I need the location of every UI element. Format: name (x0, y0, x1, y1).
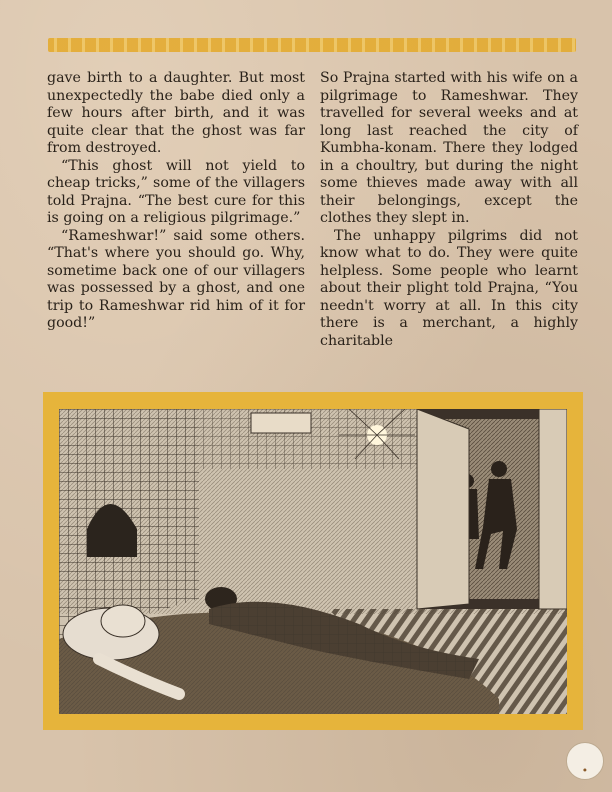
illustration-frame (43, 392, 583, 730)
right-text-column (320, 70, 578, 350)
paragraph: So Prajna started with his wife on a pilgrimage to Rameshwar. They travelled for several weeks and at long last reached the city of Kumbha-konam. There they lodged in a choultry, but during the night some thieves made away with all their belongings, except the clothes they slept in. (320, 70, 578, 226)
paragraph: The unhappy pilgrims did not know what to do. They were quite helpless. Some people who learnt about their plight told Prajna, “You needn't worry at all. In this city there is a merchant, a highly charitable (320, 227, 578, 349)
sleeping-pilgrims-and-thieves-illustration (59, 409, 567, 714)
left-text-column (47, 70, 305, 333)
paragraph: “This ghost will not yield to cheap tricks,” some of the villagers told Prajna. “The best cure for this is going on a religious pilgrimage.” (47, 157, 305, 226)
paragraph: “Rameshwar!” said some others. “That's where you should go. Why, sometime back one of our villagers was possessed by a ghost, and one trip to Rameshwar rid him of it for good!” (47, 227, 305, 331)
publisher-logo: ● (566, 742, 604, 780)
paragraph: gave birth to a daughter. But most unexpectedly the babe died only a few hours after birth, and it was quite clear that the ghost was far from destroyed. (47, 70, 305, 156)
decorative-top-border (48, 38, 576, 52)
